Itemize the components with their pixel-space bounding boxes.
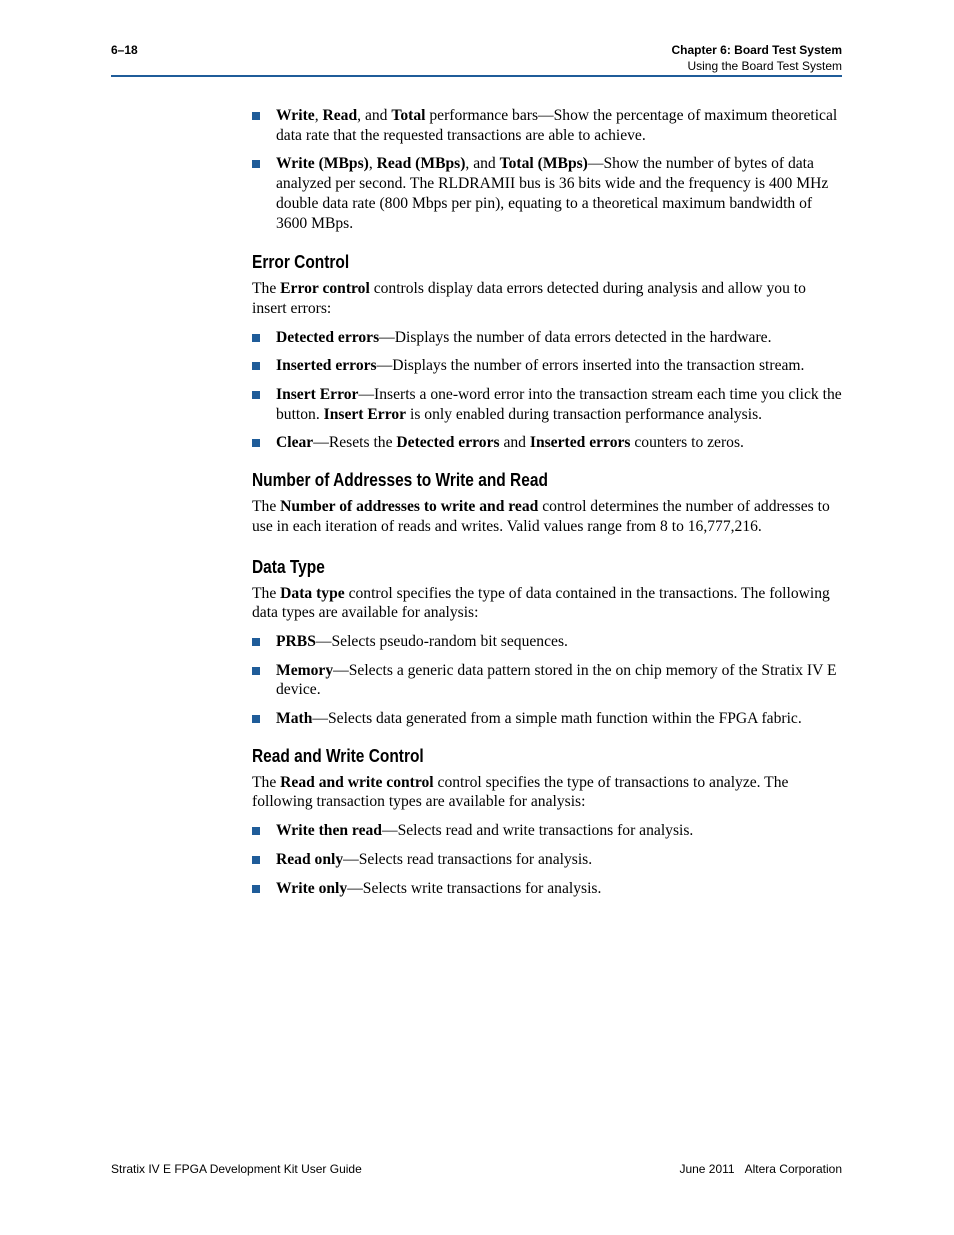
- header-page-number: 6–18: [111, 43, 138, 57]
- text: and: [499, 434, 530, 452]
- performance-bullet-list: [252, 106, 842, 233]
- text: —Displays the number of errors inserted into the transaction stream.: [376, 357, 805, 375]
- term-math: Math: [276, 710, 313, 728]
- header-chapter: Chapter 6: Board Test System: [671, 43, 842, 57]
- text: , and: [465, 155, 500, 173]
- text: The: [252, 584, 281, 602]
- header-section: Using the Board Test System: [687, 59, 842, 73]
- bullet-square-icon: [252, 362, 260, 370]
- list-item: [252, 356, 842, 376]
- text: , and: [357, 107, 392, 124]
- term-read-and-write-control: Read and write control: [280, 773, 434, 791]
- body-content: [252, 106, 842, 907]
- list-item: [252, 661, 842, 700]
- text: The: [252, 280, 281, 298]
- term-read-mbps: Read (MBps): [376, 155, 466, 173]
- term-insert-error: Insert Error: [323, 405, 407, 423]
- data-type-bullet-list: [252, 632, 842, 729]
- bullet-square-icon: [252, 827, 260, 835]
- header-rule: [111, 75, 842, 77]
- bullet-square-icon: [252, 638, 260, 646]
- text: —Selects read transactions for analysis.: [343, 850, 593, 868]
- section-heading-addresses: Number of Addresses to Write and Read: [252, 470, 548, 491]
- text: The: [252, 498, 281, 516]
- text: is only enabled during transaction performance analysis.: [406, 405, 763, 423]
- bullet-square-icon: [252, 715, 260, 723]
- text: ,: [368, 155, 377, 173]
- read-write-bullet-list: [252, 821, 842, 898]
- text: —Selects pseudo-random bit sequences.: [315, 632, 568, 650]
- term-write: Write: [276, 107, 315, 124]
- footer-date: June 2011: [679, 1162, 735, 1176]
- term-prbs: PRBS: [276, 632, 316, 650]
- paragraph-read-write-control: [252, 773, 842, 812]
- text: counters to zeros.: [630, 434, 744, 452]
- bullet-square-icon: [252, 334, 260, 342]
- list-item: [252, 821, 842, 841]
- term-read-only: Read only: [276, 850, 344, 868]
- bullet-square-icon: [252, 112, 260, 120]
- list-item: [252, 433, 842, 453]
- term-insert-error: Insert Error: [276, 386, 359, 404]
- text: —Show the number of bytes of data analyzed per second. The RLDRAMII bus is 36 bits wide and the frequency is 400 MHz double data rate (800 Mbps per pin), equating to a theoretical maximum bandwidth of 3600 MBps.: [276, 155, 829, 232]
- term-write-mbps: Write (MBps): [276, 155, 369, 173]
- term-write-then-read: Write then read: [276, 822, 382, 840]
- paragraph-addresses: [252, 497, 842, 536]
- text: control specifies the type of transactions to analyze. The following transaction types are available for analysis:: [252, 773, 789, 811]
- paragraph-error-control: [252, 279, 842, 318]
- list-item: [252, 850, 842, 870]
- footer-date-company: [679, 1161, 842, 1177]
- list-item: [252, 632, 842, 652]
- list-item: [252, 385, 842, 424]
- term-read: Read: [322, 107, 358, 124]
- list-item: [252, 154, 842, 233]
- list-item: [252, 709, 842, 729]
- text: —Selects write transactions for analysis.: [347, 879, 602, 897]
- bullet-square-icon: [252, 667, 260, 675]
- term-error-control: Error control: [280, 280, 370, 298]
- error-control-bullet-list: [252, 328, 842, 454]
- bullet-square-icon: [252, 160, 260, 168]
- term-inserted-errors: Inserted errors: [276, 357, 377, 375]
- text: —Displays the number of data errors detected in the hardware.: [379, 328, 772, 346]
- term-clear: Clear: [276, 434, 314, 452]
- term-total: Total: [391, 107, 426, 124]
- term-data-type: Data type: [280, 584, 345, 602]
- term-number-of-addresses: Number of addresses to write and read: [280, 498, 539, 516]
- list-item: [252, 106, 842, 145]
- text: performance bars—Show the percentage of maximum theoretical data rate that the requested transactions are able to achieve.: [276, 107, 838, 144]
- section-heading-data-type: Data Type: [252, 556, 325, 577]
- paragraph-data-type: [252, 584, 842, 623]
- text: controls display data errors detected during analysis and allow you to insert errors:: [252, 280, 806, 317]
- text: —Resets the: [313, 434, 397, 452]
- list-item: [252, 328, 842, 348]
- text: —Selects a generic data pattern stored in the on chip memory of the Stratix IV E device.: [276, 661, 837, 699]
- text: —Inserts a one-word error into the transaction stream each time you click the button.: [276, 386, 842, 423]
- header-chapter-block: [672, 42, 843, 74]
- text: control determines the number of addresses to use in each iteration of reads and writes. Valid values range from 8 to 16,777,216.: [252, 498, 830, 535]
- term-memory: Memory: [276, 661, 334, 679]
- text: The: [252, 773, 281, 791]
- section-heading-read-write-control: Read and Write Control: [252, 745, 424, 766]
- bullet-square-icon: [252, 885, 260, 893]
- term-detected-errors: Detected errors: [396, 434, 500, 452]
- text: —Selects read and write transactions for analysis.: [381, 822, 694, 840]
- bullet-square-icon: [252, 856, 260, 864]
- text: ,: [314, 107, 323, 124]
- section-heading-error-control: Error Control: [252, 252, 350, 273]
- term-write-only: Write only: [276, 879, 348, 897]
- bullet-square-icon: [252, 391, 260, 399]
- term-inserted-errors: Inserted errors: [529, 434, 631, 452]
- footer-guide-title: Stratix IV E FPGA Development Kit User Guide: [111, 1162, 362, 1176]
- text: —Selects data generated from a simple math function within the FPGA fabric.: [312, 710, 802, 728]
- term-total-mbps: Total (MBps): [499, 155, 588, 173]
- text: control specifies the type of data contained in the transactions. The following data types are available for analysis:: [252, 584, 830, 622]
- footer-company: Altera Corporation: [744, 1162, 842, 1176]
- bullet-square-icon: [252, 439, 260, 447]
- term-detected-errors: Detected errors: [276, 328, 380, 346]
- list-item: [252, 879, 842, 899]
